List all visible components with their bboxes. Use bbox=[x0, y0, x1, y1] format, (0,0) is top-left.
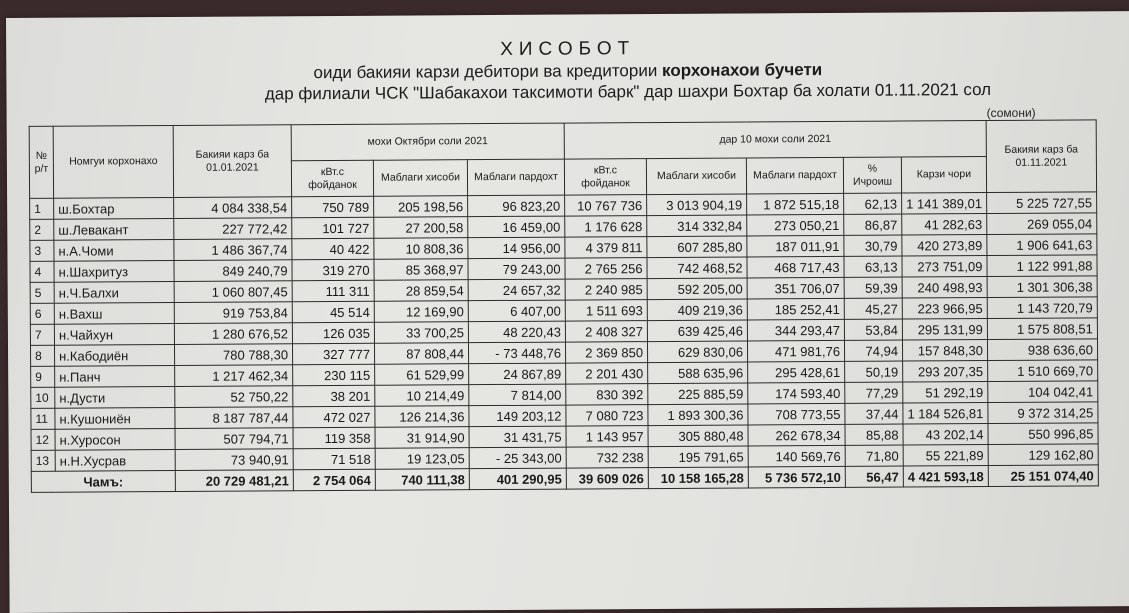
cell-period-kwh: 7 080 723 bbox=[566, 405, 648, 427]
cell-end-balance: 9 372 314,25 bbox=[988, 402, 1098, 424]
cell-no: 3 bbox=[30, 240, 54, 261]
cell-period-kwh: 2 201 430 bbox=[566, 363, 648, 385]
cell-month-charged: 19 123,05 bbox=[375, 448, 469, 470]
cell-month-paid: 24 867,89 bbox=[469, 363, 566, 385]
currency-unit: (сомони) bbox=[986, 105, 1036, 121]
cell-month-kwh: 126 035 bbox=[292, 322, 374, 344]
cell-month-charged: 10 214,49 bbox=[375, 385, 469, 407]
cell-current-debt: 1 141 389,01 bbox=[902, 193, 987, 215]
header-period-paid: Маблаги пардохт bbox=[746, 157, 843, 194]
cell-name: н.Шахритуз bbox=[54, 260, 174, 282]
cell-start-balance: 919 753,84 bbox=[174, 302, 292, 324]
cell-period-kwh: 1 143 957 bbox=[566, 426, 648, 448]
header-percent: % Ичроиш bbox=[843, 157, 901, 193]
total-month-kwh: 2 754 064 bbox=[293, 469, 375, 491]
cell-end-balance: 1 906 641,63 bbox=[987, 234, 1097, 256]
cell-percent: 53,84 bbox=[844, 319, 902, 340]
table-body bbox=[30, 192, 1099, 472]
cell-period-charged: 742 468,52 bbox=[647, 257, 747, 279]
cell-name: н.А.Чоми bbox=[54, 239, 174, 261]
cell-period-kwh: 10 767 736 bbox=[565, 195, 647, 217]
cell-current-debt: 43 202,14 bbox=[903, 424, 988, 446]
cell-name: н.Кабодиён bbox=[54, 344, 174, 366]
cell-current-debt: 240 498,93 bbox=[902, 277, 987, 299]
cell-no: 10 bbox=[31, 387, 55, 408]
cell-percent: 77,29 bbox=[845, 382, 903, 403]
cell-period-charged: 607 285,80 bbox=[647, 236, 747, 258]
cell-percent: 59,39 bbox=[844, 277, 902, 298]
header-month-paid: Маблаги пардохт bbox=[467, 159, 564, 196]
cell-no: 5 bbox=[30, 282, 54, 303]
cell-period-charged: 592 205,00 bbox=[647, 278, 747, 300]
cell-end-balance: 550 996,85 bbox=[988, 423, 1098, 445]
document-page bbox=[6, 11, 1129, 613]
cell-month-paid: 24 657,32 bbox=[468, 279, 565, 301]
cell-current-debt: 51 292,19 bbox=[903, 382, 988, 404]
cell-no: 7 bbox=[30, 324, 54, 345]
header-period-group: дар 10 мохи соли 2021 bbox=[564, 121, 986, 160]
cell-period-paid: 468 717,43 bbox=[747, 256, 844, 278]
cell-month-paid: - 73 448,76 bbox=[468, 342, 565, 364]
header-name: Номгуи корхонахо bbox=[53, 125, 173, 198]
cell-name: н.Панч bbox=[55, 365, 175, 387]
cell-month-charged: 61 529,99 bbox=[375, 364, 469, 386]
cell-month-charged: 10 808,36 bbox=[374, 238, 468, 260]
cell-month-paid: 96 823,20 bbox=[468, 195, 565, 217]
subtitle-part-2: корхонахои бучети bbox=[661, 60, 823, 80]
cell-period-paid: 1 872 515,18 bbox=[747, 193, 844, 215]
cell-month-paid: 14 956,00 bbox=[468, 237, 565, 259]
cell-current-debt: 293 207,35 bbox=[903, 361, 988, 383]
header-period-kwh: кВт.с фойданок bbox=[564, 159, 646, 196]
cell-month-kwh: 319 270 bbox=[292, 259, 374, 281]
total-current-debt: 4 421 593,18 bbox=[903, 466, 988, 488]
cell-month-kwh: 101 727 bbox=[292, 217, 374, 239]
total-month-charged: 740 111,38 bbox=[375, 469, 469, 491]
cell-no: 4 bbox=[30, 261, 54, 282]
cell-no: 13 bbox=[31, 450, 55, 471]
cell-start-balance: 1 486 367,74 bbox=[174, 239, 292, 261]
cell-period-paid: 174 593,40 bbox=[748, 382, 845, 404]
cell-period-paid: 187 011,91 bbox=[747, 235, 844, 257]
cell-month-kwh: 327 777 bbox=[292, 343, 374, 365]
cell-start-balance: 780 788,30 bbox=[174, 344, 292, 366]
cell-current-debt: 273 751,09 bbox=[902, 256, 987, 278]
cell-month-kwh: 38 201 bbox=[293, 385, 375, 407]
cell-period-charged: 3 013 904,19 bbox=[647, 194, 747, 216]
cell-no: 2 bbox=[30, 219, 54, 240]
cell-period-kwh: 2 408 327 bbox=[565, 321, 647, 343]
report-table bbox=[29, 119, 1099, 493]
cell-period-charged: 225 885,59 bbox=[648, 383, 748, 405]
cell-no: 9 bbox=[31, 366, 55, 387]
cell-end-balance: 1 301 306,38 bbox=[987, 276, 1097, 298]
cell-period-kwh: 732 238 bbox=[566, 447, 648, 469]
header-month-kwh: кВт.с фойданок bbox=[291, 160, 373, 197]
total-label: Чамъ: bbox=[31, 470, 175, 492]
cell-period-kwh: 1 176 628 bbox=[565, 216, 647, 238]
total-start-balance: 20 729 481,21 bbox=[175, 470, 293, 492]
cell-current-debt: 295 131,99 bbox=[902, 319, 987, 341]
cell-month-charged: 31 914,90 bbox=[375, 427, 469, 449]
cell-month-kwh: 230 115 bbox=[293, 364, 375, 386]
cell-no: 6 bbox=[30, 303, 54, 324]
cell-current-debt: 157 848,30 bbox=[902, 340, 987, 362]
total-period-kwh: 39 609 026 bbox=[566, 468, 648, 490]
cell-period-kwh: 2 765 256 bbox=[565, 258, 647, 280]
cell-month-charged: 126 214,36 bbox=[375, 406, 469, 428]
header-period-charged: Маблаги хисоби bbox=[646, 158, 746, 195]
cell-period-kwh: 830 392 bbox=[566, 384, 648, 406]
cell-period-paid: 185 252,41 bbox=[747, 298, 844, 320]
report-title: ХИСОБОТ bbox=[500, 38, 636, 60]
cell-percent: 50,19 bbox=[845, 361, 903, 382]
cell-end-balance: 1 122 991,88 bbox=[987, 255, 1097, 277]
cell-period-paid: 351 706,07 bbox=[747, 277, 844, 299]
cell-month-paid: 31 431,75 bbox=[469, 426, 566, 448]
cell-end-balance: 269 055,04 bbox=[987, 213, 1097, 235]
cell-month-charged: 28 859,54 bbox=[374, 280, 468, 302]
total-period-charged: 10 158 165,28 bbox=[648, 467, 748, 489]
cell-month-kwh: 119 358 bbox=[293, 427, 375, 449]
cell-period-paid: 471 981,76 bbox=[747, 340, 844, 362]
cell-period-paid: 708 773,55 bbox=[748, 403, 845, 425]
cell-period-kwh: 2 369 850 bbox=[565, 342, 647, 364]
cell-period-charged: 629 830,06 bbox=[647, 341, 747, 363]
cell-percent: 63,13 bbox=[844, 256, 902, 277]
total-period-paid: 5 736 572,10 bbox=[748, 466, 845, 488]
cell-start-balance: 1 060 807,45 bbox=[174, 281, 292, 303]
cell-name: ш.Левакант bbox=[54, 218, 174, 240]
cell-period-kwh: 2 240 985 bbox=[565, 279, 647, 301]
header-end-balance: Бакияи карз ба 01.11.2021 bbox=[986, 120, 1096, 193]
cell-month-kwh: 45 514 bbox=[292, 301, 374, 323]
cell-period-charged: 314 332,84 bbox=[647, 215, 747, 237]
cell-end-balance: 1 510 669,70 bbox=[988, 360, 1098, 382]
cell-name: н.Хуросон bbox=[55, 428, 175, 450]
cell-name: н.Ч.Балхи bbox=[54, 281, 174, 303]
cell-start-balance: 1 280 676,52 bbox=[174, 323, 292, 345]
cell-percent: 62,13 bbox=[844, 193, 902, 214]
cell-period-charged: 305 880,48 bbox=[648, 425, 748, 447]
cell-percent: 71,80 bbox=[845, 445, 903, 466]
cell-period-charged: 409 219,36 bbox=[647, 299, 747, 321]
cell-current-debt: 55 221,89 bbox=[903, 445, 988, 467]
cell-percent: 37,44 bbox=[845, 403, 903, 424]
cell-month-charged: 205 198,56 bbox=[374, 196, 468, 218]
cell-end-balance: 104 042,41 bbox=[988, 381, 1098, 403]
cell-current-debt: 1 184 526,81 bbox=[903, 403, 988, 425]
cell-start-balance: 8 187 787,44 bbox=[175, 407, 293, 429]
cell-month-charged: 87 808,44 bbox=[374, 343, 468, 365]
cell-end-balance: 938 636,60 bbox=[987, 339, 1097, 361]
cell-start-balance: 849 240,79 bbox=[174, 260, 292, 282]
cell-month-charged: 85 368,97 bbox=[374, 259, 468, 281]
cell-month-paid: 79 243,00 bbox=[468, 258, 565, 280]
cell-period-charged: 1 893 300,36 bbox=[648, 404, 748, 426]
cell-current-debt: 41 282,63 bbox=[902, 214, 987, 236]
cell-name: н.Вахш bbox=[54, 302, 174, 324]
cell-month-charged: 27 200,58 bbox=[374, 217, 468, 239]
cell-name: н.Чайхун bbox=[54, 323, 174, 345]
cell-start-balance: 227 772,42 bbox=[174, 218, 292, 240]
cell-month-kwh: 71 518 bbox=[293, 448, 375, 470]
cell-percent: 45,27 bbox=[844, 298, 902, 319]
total-end-balance: 25 151 074,40 bbox=[988, 465, 1098, 487]
cell-period-paid: 344 293,47 bbox=[747, 319, 844, 341]
report-branch-line: дар филиали ЧСК "Шабакахои таксимоти барк" дар шахри Бохтар ба холати 01.11.2021 сол bbox=[264, 79, 992, 104]
cell-no: 12 bbox=[31, 429, 55, 450]
cell-month-paid: 48 220,43 bbox=[468, 321, 565, 343]
cell-end-balance: 1 575 808,51 bbox=[987, 318, 1097, 340]
cell-period-kwh: 4 379 811 bbox=[565, 237, 647, 259]
subtitle-part-1: оиди бакияи карзи дебитори ва кредитории bbox=[313, 60, 663, 83]
total-percent: 56,47 bbox=[845, 466, 903, 487]
cell-no: 8 bbox=[31, 345, 55, 366]
cell-start-balance: 4 084 338,54 bbox=[174, 197, 292, 219]
cell-percent: 74,94 bbox=[844, 340, 902, 361]
cell-percent: 85,88 bbox=[845, 424, 903, 445]
cell-start-balance: 1 217 462,34 bbox=[175, 365, 293, 387]
header-month-charged: Маблаги хисоби bbox=[373, 160, 467, 197]
header-month-group: мохи Октябри соли 2021 bbox=[291, 123, 564, 161]
cell-end-balance: 129 162,80 bbox=[988, 444, 1098, 466]
cell-period-paid: 273 050,21 bbox=[747, 214, 844, 236]
cell-month-kwh: 472 027 bbox=[293, 406, 375, 428]
cell-period-paid: 140 569,76 bbox=[748, 445, 845, 467]
cell-month-kwh: 111 311 bbox=[292, 280, 374, 302]
header-current-debt: Карзи чори bbox=[901, 157, 986, 194]
cell-current-debt: 420 273,89 bbox=[902, 235, 987, 257]
cell-period-charged: 588 635,96 bbox=[648, 362, 748, 384]
header-start-balance: Бакияи карз ба 01.01.2021 bbox=[173, 125, 291, 198]
cell-month-kwh: 40 422 bbox=[292, 238, 374, 260]
cell-no: 11 bbox=[31, 408, 55, 429]
cell-name: н.Кушониён bbox=[55, 407, 175, 429]
cell-start-balance: 73 940,91 bbox=[175, 449, 293, 471]
cell-period-paid: 262 678,34 bbox=[748, 424, 845, 446]
cell-percent: 86,87 bbox=[844, 214, 902, 235]
cell-month-paid: 6 407,00 bbox=[468, 300, 565, 322]
cell-current-debt: 223 966,95 bbox=[902, 298, 987, 320]
cell-name: н.Н.Хусрав bbox=[55, 449, 175, 471]
cell-end-balance: 5 225 727,55 bbox=[986, 192, 1096, 214]
header-no: № р/т bbox=[29, 126, 53, 198]
cell-month-charged: 12 169,90 bbox=[374, 301, 468, 323]
cell-month-paid: 7 814,00 bbox=[469, 384, 566, 406]
cell-name: н.Дусти bbox=[55, 386, 175, 408]
cell-period-charged: 195 791,65 bbox=[648, 446, 748, 468]
cell-period-kwh: 1 511 693 bbox=[565, 300, 647, 322]
cell-month-charged: 33 700,25 bbox=[374, 322, 468, 344]
total-month-paid: 401 290,95 bbox=[469, 468, 566, 490]
cell-period-paid: 295 428,61 bbox=[748, 361, 845, 383]
cell-month-paid: - 25 343,00 bbox=[469, 447, 566, 469]
cell-start-balance: 52 750,22 bbox=[175, 386, 293, 408]
cell-start-balance: 507 794,71 bbox=[175, 428, 293, 450]
cell-period-charged: 639 425,46 bbox=[647, 320, 747, 342]
cell-month-kwh: 750 789 bbox=[292, 196, 374, 218]
cell-end-balance: 1 143 720,79 bbox=[987, 297, 1097, 319]
cell-month-paid: 16 459,00 bbox=[468, 216, 565, 238]
cell-month-paid: 149 203,12 bbox=[469, 405, 566, 427]
cell-name: ш.Бохтар bbox=[54, 197, 174, 219]
cell-no: 1 bbox=[30, 198, 54, 219]
cell-percent: 30,79 bbox=[844, 235, 902, 256]
